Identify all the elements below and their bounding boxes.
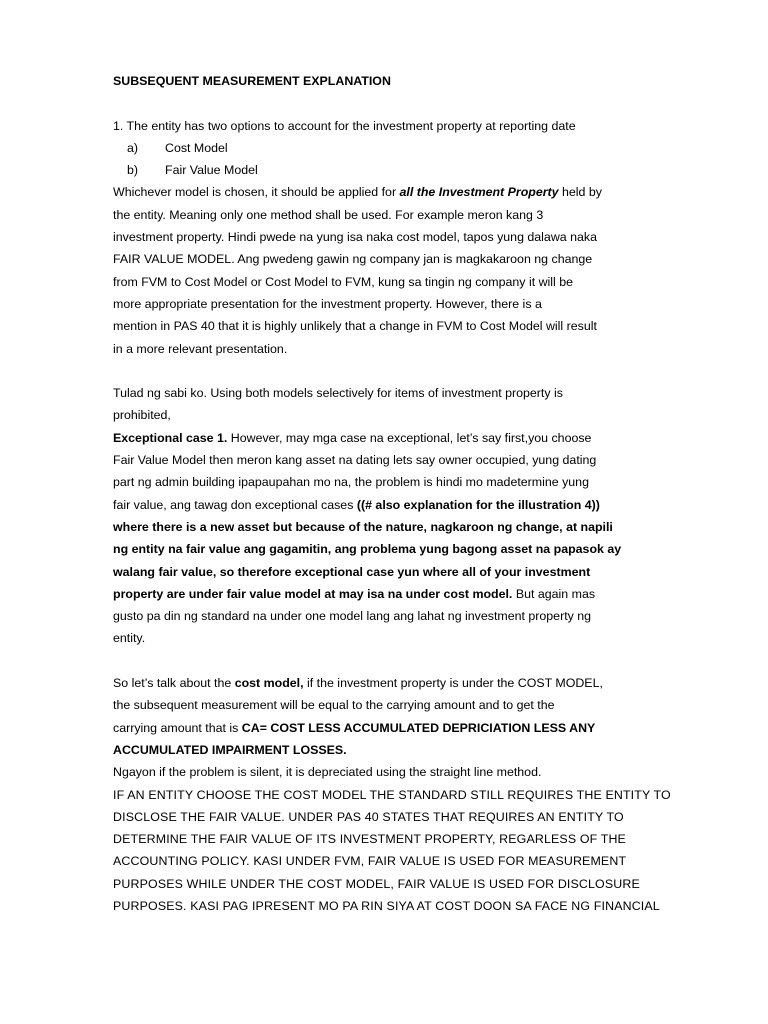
paragraph-line-caps: DISCLOSE THE FAIR VALUE. UNDER PAS 40 STATES THAT REQUIRES AN ENTITY TO	[113, 809, 624, 824]
paragraph-line: the entity. Meaning only one method shall be used. For example meron kang 3	[113, 207, 544, 222]
paragraph-line: FAIR VALUE MODEL. Ang pwedeng gawin ng company jan is magkakaroon ng change	[113, 252, 593, 267]
paragraph-line	[113, 427, 658, 449]
list-item-fair-value-model	[113, 159, 658, 181]
paragraph-line: Fair Value Model then meron kang asset na dating lets say owner occupied, yung dating	[113, 453, 597, 468]
bold-text: ((# also explanation for the illustration 4))	[356, 497, 600, 512]
paragraph-line	[113, 583, 658, 605]
text-run: fair value, ang tawag don exceptional cases	[113, 497, 357, 512]
text-run: However, may mga case na exceptional, let’s say first,you choose	[227, 430, 592, 445]
bold-text: property are under fair value model at may isa na under cost model.	[113, 586, 513, 601]
paragraph-line-bold: where there is a new asset but because of the nature, nagkaroon ng change, at napili	[113, 519, 613, 534]
emphasis-text: all the Investment Property	[399, 185, 559, 200]
paragraph-line: mention in PAS 40 that it is highly unlikely that a change in FVM to Cost Model will result	[113, 319, 597, 334]
paragraph-line: Ngayon if the problem is silent, it is depreciated using the straight line method.	[113, 765, 542, 780]
paragraph-line-caps: IF AN ENTITY CHOOSE THE COST MODEL THE STANDARD STILL REQUIRES THE ENTITY TO	[113, 787, 671, 802]
paragraph-line: in a more relevant presentation.	[113, 341, 288, 356]
paragraph-line-caps: PURPOSES WHILE UNDER THE COST MODEL, FAIR VALUE IS USED FOR DISCLOSURE	[113, 876, 640, 891]
text-run: if the investment property is under the COST MODEL,	[303, 676, 603, 691]
list-marker: a)	[127, 140, 139, 155]
paragraph-line-caps: DETERMINE THE FAIR VALUE OF ITS INVESTMENT PROPERTY, REGARLESS OF THE	[113, 832, 626, 847]
paragraph-line: prohibited,	[113, 408, 171, 423]
blank-line	[113, 650, 658, 672]
paragraph-line: more appropriate presentation for the investment property. However, there is a	[113, 296, 542, 311]
paragraph-line: gusto pa din ng standard na under one model lang ang lahat ng investment property ng	[113, 609, 592, 624]
paragraph-line-bold: ACCUMULATED IMPAIRMENT LOSSES.	[113, 742, 347, 757]
bold-heading-text: Exceptional case 1.	[113, 430, 228, 445]
paragraph-line-bold: ng entity na fair value ang gagamitin, ang problema yung bagong asset na papasok ay	[113, 542, 622, 557]
paragraph-line	[113, 494, 658, 516]
document-title: SUBSEQUENT MEASUREMENT EXPLANATION	[113, 74, 391, 88]
text-run: held by	[558, 185, 602, 200]
paragraph-line-bold: walang fair value, so therefore exceptional case yun where all of your investment	[113, 564, 591, 579]
paragraph-line: Tulad ng sabi ko. Using both models selectively for items of investment property is	[113, 386, 563, 401]
paragraph-line-caps: PURPOSES. KASI PAG IPRESENT MO PA RIN SIYA AT COST DOON SA FACE NG FINANCIAL	[113, 898, 660, 913]
paragraph-line: from FVM to Cost Model or Cost Model to FVM, kung sa tingin ng company it will be	[113, 274, 574, 289]
blank-line	[113, 92, 658, 114]
document-body	[113, 70, 671, 917]
paragraph-line: entity.	[113, 631, 146, 646]
list-item-label: Fair Value Model	[165, 163, 258, 178]
text-run: carrying amount that is	[113, 720, 242, 735]
text-run: But again mas	[512, 586, 596, 601]
bold-text: cost model,	[234, 676, 304, 691]
paragraph-line: investment property. Hindi pwede na yung isa naka cost model, tapos yung dalawa naka	[113, 230, 597, 245]
paragraph-line	[113, 181, 658, 203]
list-item-label: Cost Model	[165, 140, 228, 155]
blank-line	[113, 360, 658, 382]
paragraph-line: the subsequent measurement will be equal to the carrying amount and to get the	[113, 698, 555, 713]
paragraph-line	[113, 672, 658, 694]
list-item-cost-model	[113, 137, 658, 159]
paragraph-line-caps: ACCOUNTING POLICY. KASI UNDER FVM, FAIR VALUE IS USED FOR MEASUREMENT	[113, 854, 627, 869]
paragraph-1-intro: 1. The entity has two options to account for the investment property at reporting date	[113, 118, 576, 133]
list-marker: b)	[127, 163, 139, 178]
paragraph-line: part ng admin building ipapaupahan mo na, the problem is hindi mo madetermine yung	[113, 475, 589, 490]
text-run: So let’s talk about the	[113, 676, 235, 691]
paragraph-line	[113, 717, 658, 739]
text-run: Whichever model is chosen, it should be applied for	[113, 185, 400, 200]
bold-formula-text: CA= COST LESS ACCUMULATED DEPRICIATION LESS ANY	[241, 720, 596, 735]
